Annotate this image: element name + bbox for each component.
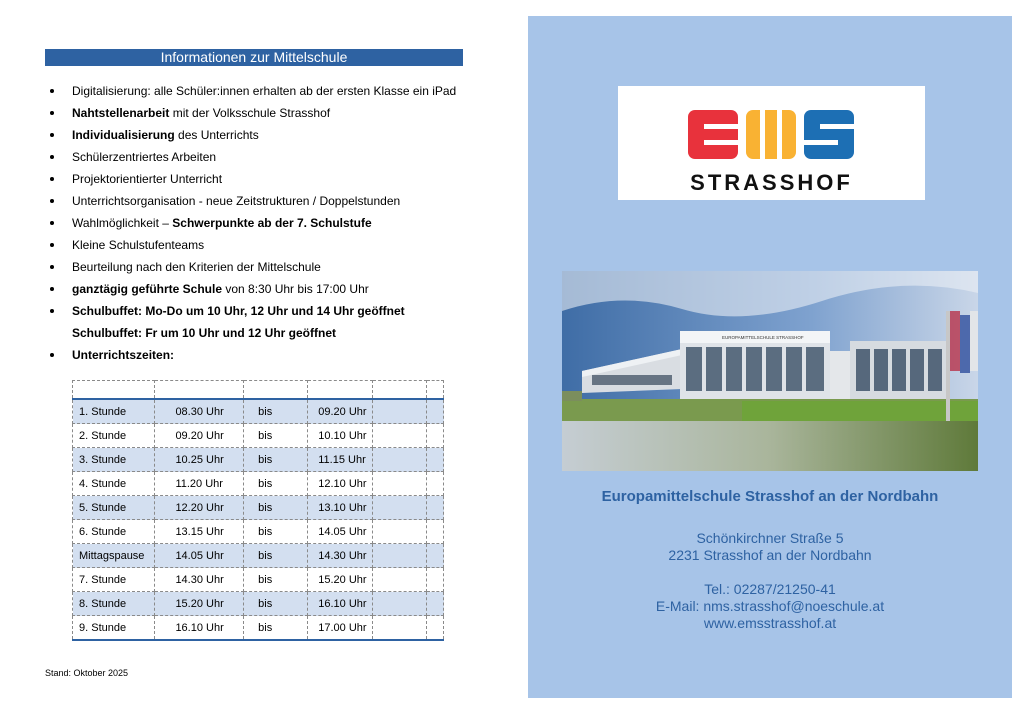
timetable-row (73, 399, 444, 424)
timetable-sep-cell: bis (244, 520, 308, 544)
bullet-icon (50, 199, 54, 203)
timetable-empty-cell (372, 448, 427, 472)
logo-m-block (746, 110, 796, 159)
feature-text-pre: Kleine Schulstufenteams (72, 238, 205, 252)
logo-s-block (804, 110, 854, 159)
timetable-empty-cell (427, 592, 444, 616)
bullet-icon (50, 89, 54, 93)
timetable-from-cell: 15.20 Uhr (155, 592, 244, 616)
feature-text-post: des Unterrichts (174, 128, 259, 142)
feature-item (45, 212, 465, 234)
feature-item (45, 190, 465, 212)
feature-text-bold: Individualisierung (72, 128, 175, 142)
feature-text-bold: Nahtstellenarbeit (72, 106, 170, 120)
timetable-sep-cell: bis (244, 399, 308, 424)
feature-item (45, 168, 465, 190)
feature-item (45, 146, 465, 168)
stand-date: Stand: Oktober 2025 (45, 668, 129, 678)
timetable-sep-cell: bis (244, 616, 308, 641)
timetable-header-cell (308, 381, 372, 400)
timetable-from-cell: 10.25 Uhr (155, 448, 244, 472)
building-sign: EUROPAMITTELSCHULE STRASSHOF (722, 335, 804, 340)
timetable-empty-cell (427, 544, 444, 568)
timetable-empty-cell (427, 496, 444, 520)
feature-item (45, 322, 465, 344)
timetable-empty-cell (372, 472, 427, 496)
timetable-empty-cell (372, 544, 427, 568)
logo-wordmark: STRASSHOF (690, 170, 853, 195)
feature-text-pre: Digitalisierung: alle Schüler:innen erhalten ab der ersten Klasse ein iPad (72, 84, 457, 98)
school-building-photo (562, 271, 978, 471)
timetable-from-cell: 12.20 Uhr (155, 496, 244, 520)
timetable-to-cell: 17.00 Uhr (308, 616, 372, 641)
timetable-to-cell: 14.30 Uhr (308, 544, 372, 568)
bullet-icon (50, 309, 54, 313)
timetable-row (73, 496, 444, 520)
bullet-icon (50, 265, 54, 269)
feature-text-post: mit der Volksschule Strasshof (169, 106, 331, 120)
timetable-row (73, 616, 444, 641)
timetable-empty-cell (427, 472, 444, 496)
timetable-label-cell: 5. Stunde (73, 496, 155, 520)
bullet-icon (50, 287, 54, 291)
timetable-header-cell (244, 381, 308, 400)
timetable-label-cell: Mittagspause (73, 544, 155, 568)
timetable-empty-cell (372, 592, 427, 616)
feature-text-bold: Unterrichtszeiten: (72, 348, 175, 362)
bullet-icon (50, 243, 54, 247)
timetable-label-cell: 8. Stunde (73, 592, 155, 616)
bullet-icon (50, 133, 54, 137)
timetable-empty-cell (427, 448, 444, 472)
timetable-empty-cell (427, 399, 444, 424)
timetable-label-cell: 6. Stunde (73, 520, 155, 544)
website-link[interactable]: www.emsstrasshof.at (703, 615, 837, 631)
timetable-row (73, 448, 444, 472)
timetable-from-cell: 16.10 Uhr (155, 616, 244, 641)
feature-item (45, 256, 465, 278)
ems-logo (618, 86, 925, 200)
timetable-row (73, 544, 444, 568)
timetable-from-cell: 09.20 Uhr (155, 424, 244, 448)
feature-text-pre: Wahlmöglichkeit – (72, 216, 173, 230)
feature-item (45, 278, 465, 300)
timetable-from-cell: 08.30 Uhr (155, 399, 244, 424)
timetable-header-cell (372, 381, 427, 400)
timetable-empty-cell (372, 568, 427, 592)
timetable-label-cell: 1. Stunde (73, 399, 155, 424)
timetable-to-cell: 16.10 Uhr (308, 592, 372, 616)
timetable-from-cell: 14.05 Uhr (155, 544, 244, 568)
phone-number: Tel.: 02287/21250-41 (704, 581, 836, 597)
feature-item (45, 80, 465, 102)
bullet-icon (50, 155, 54, 159)
feature-text-bold: ganztägig geführte Schule (72, 282, 223, 296)
feature-text-pre: Unterrichtsorganisation - neue Zeitstrukturen / Doppelstunden (72, 194, 401, 208)
timetable-empty-cell (427, 424, 444, 448)
timetable-row (73, 472, 444, 496)
timetable-to-cell: 15.20 Uhr (308, 568, 372, 592)
timetable-empty-cell (427, 616, 444, 641)
timetable-header-cell (73, 381, 155, 400)
feature-item (45, 300, 465, 322)
timetable-empty-cell (372, 424, 427, 448)
timetable-to-cell: 09.20 Uhr (308, 399, 372, 424)
feature-item (45, 344, 465, 366)
timetable-row (73, 592, 444, 616)
feature-item (45, 124, 465, 146)
feature-item (45, 102, 465, 124)
feature-text-pre: Beurteilung nach den Kriterien der Mittelschule (72, 260, 321, 274)
bullet-icon (50, 353, 54, 357)
timetable-sep-cell: bis (244, 448, 308, 472)
timetable-sep-cell: bis (244, 544, 308, 568)
feature-text-bold: Schulbuffet: Mo-Do um 10 Uhr, 12 Uhr und 14 Uhr geöffnet (72, 304, 405, 318)
timetable-sep-cell: bis (244, 496, 308, 520)
timetable-label-cell: 9. Stunde (73, 616, 155, 641)
feature-text-bold: Schulbuffet: Fr um 10 Uhr und 12 Uhr geöffnet (72, 326, 337, 340)
timetable-label-cell: 3. Stunde (73, 448, 155, 472)
timetable-empty-cell (372, 616, 427, 641)
feature-text-bold: Schwerpunkte ab der 7. Schulstufe (172, 216, 372, 230)
address-line-1: Schönkirchner Straße 5 (696, 530, 844, 546)
timetable-sep-cell: bis (244, 472, 308, 496)
timetable (72, 380, 444, 641)
feature-text-pre: Schülerzentriertes Arbeiten (72, 150, 217, 164)
timetable-row (73, 424, 444, 448)
timetable-empty-cell (427, 568, 444, 592)
timetable-empty-cell (372, 399, 427, 424)
feature-item (45, 234, 465, 256)
feature-text-pre: Projektorientierter Unterricht (72, 172, 223, 186)
timetable-to-cell: 10.10 Uhr (308, 424, 372, 448)
timetable-empty-cell (427, 520, 444, 544)
bullet-icon (50, 221, 54, 225)
timetable-sep-cell: bis (244, 568, 308, 592)
timetable-sep-cell: bis (244, 592, 308, 616)
timetable-to-cell: 11.15 Uhr (308, 448, 372, 472)
logo-e-block (688, 110, 738, 159)
timetable-header-cell (427, 381, 444, 400)
timetable-from-cell: 13.15 Uhr (155, 520, 244, 544)
timetable-sep-cell: bis (244, 424, 308, 448)
timetable-from-cell: 11.20 Uhr (155, 472, 244, 496)
timetable-from-cell: 14.30 Uhr (155, 568, 244, 592)
timetable-empty-cell (372, 520, 427, 544)
timetable-to-cell: 12.10 Uhr (308, 472, 372, 496)
feature-list (45, 80, 465, 366)
address-line-2: 2231 Strasshof an der Nordbahn (668, 547, 872, 563)
info-banner: Informationen zur Mittelschule (45, 49, 463, 66)
email-address[interactable]: E-Mail: nms.strasshof@noeschule.at (655, 598, 885, 614)
timetable-label-cell: 4. Stunde (73, 472, 155, 496)
timetable-row (73, 568, 444, 592)
timetable-empty-cell (372, 496, 427, 520)
bullet-icon (50, 111, 54, 115)
school-name: Europamittelschule Strasshof an der Nordbahn (601, 488, 939, 505)
timetable-label-cell: 2. Stunde (73, 424, 155, 448)
timetable-to-cell: 14.05 Uhr (308, 520, 372, 544)
feature-text-post: von 8:30 Uhr bis 17:00 Uhr (222, 282, 369, 296)
timetable-label-cell: 7. Stunde (73, 568, 155, 592)
cover-panel (528, 16, 1012, 698)
timetable-to-cell: 13.10 Uhr (308, 496, 372, 520)
timetable-row (73, 520, 444, 544)
bullet-icon (50, 177, 54, 181)
timetable-header-cell (155, 381, 244, 400)
